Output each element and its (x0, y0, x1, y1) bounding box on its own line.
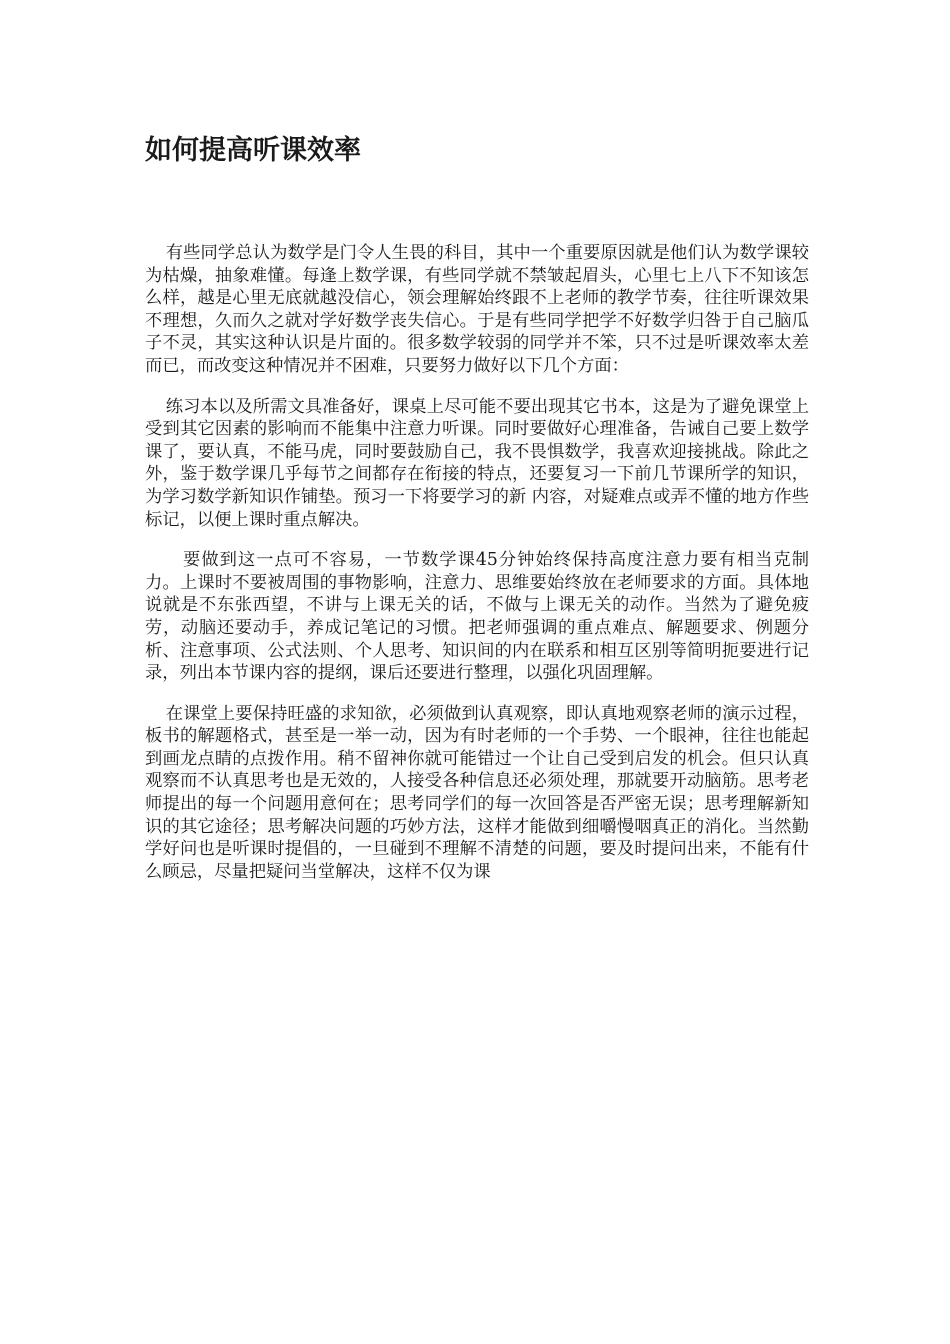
document-body (145, 242, 809, 901)
paragraph-3: 要做到这一点可不容易，一节数学课45分钟始终保持高度注意力要有相当克制力。上课时不要被周围的事物影响，注意力、思维要始终放在老师要求的方面。具体地说就是不东张西望，不讲与上课无关的话，不做与上课无关的动作。当然为了避免疲劳，动脑还要动手，养成记笔记的习惯。把老师强调的重点难点、解题要求、例题分析、注意事项、公式法则、个人思考、知识间的内在联系和相互区别等简明扼要进行记录，列出本节课内容的提纲，课后还要进行整理，以强化巩固理解。 (145, 550, 809, 684)
paragraph-1: 有些同学总认为数学是门令人生畏的科目，其中一个重要原因就是他们认为数学课较为枯燥，抽象难懂。每逢上数学课，有些同学就不禁皱起眉头，心里七上八下不知该怎么样，越是心里无底就越没信心，领会理解始终跟不上老师的教学节奏，往往听课效果不理想，久而久之就对学好数学丧失信心。于是有些同学把学不好数学归咎于自己脑瓜子不灵，其实这种认识是片面的。很多数学较弱的同学并不笨，只不过是听课效率太差而已，而改变这种情况并不困难，只要努力做好以下几个方面： (145, 243, 809, 376)
document-title: 如何提高听课效率 (145, 135, 361, 166)
paragraph-2: 练习本以及所需文具准备好，课桌上尽可能不要出现其它书本，这是为了避免课堂上受到其它因素的影响而不能集中注意力听课。同时要做好心理准备，告诫自己要上数学课了，要认真，不能马虎，同时要鼓励自己，我不畏惧数学，我喜欢迎接挑战。除此之外，鉴于数学课几乎每节之间都存在衔接的特点，还要复习一下前几节课所学的知识，为学习数学新知识作铺垫。预习一下将要学习的新 内容，对疑难点或弄不懂的地方作些标记，以便上课时重点解决。 (145, 396, 809, 530)
paragraph-4: 在课堂上要保持旺盛的求知欲，必须做到认真观察，即认真地观察老师的演示过程，板书的解题格式，甚至是一举一动，因为有时老师的一个手势、一个眼神，往往也能起到画龙点睛的点拨作用。稍不留神你就可能错过一个让自己受到启发的机会。但只认真观察而不认真思考也是无效的，人接受各种信息还必须处理，那就要开动脑筋。思考老师提出的每一个问题用意何在；思考同学们的每一次回答是否严密无误；思考理解新知识的其它途径；思考解决问题的巧妙方法，这样才能做到细嚼慢咽真正的消化。当然勤学好问也是听课时提倡的，一旦碰到不理解不清楚的问题，要及时提问出来，不能有什么顾忌，尽量把疑问当堂解决，这样不仅为课 (145, 703, 809, 882)
